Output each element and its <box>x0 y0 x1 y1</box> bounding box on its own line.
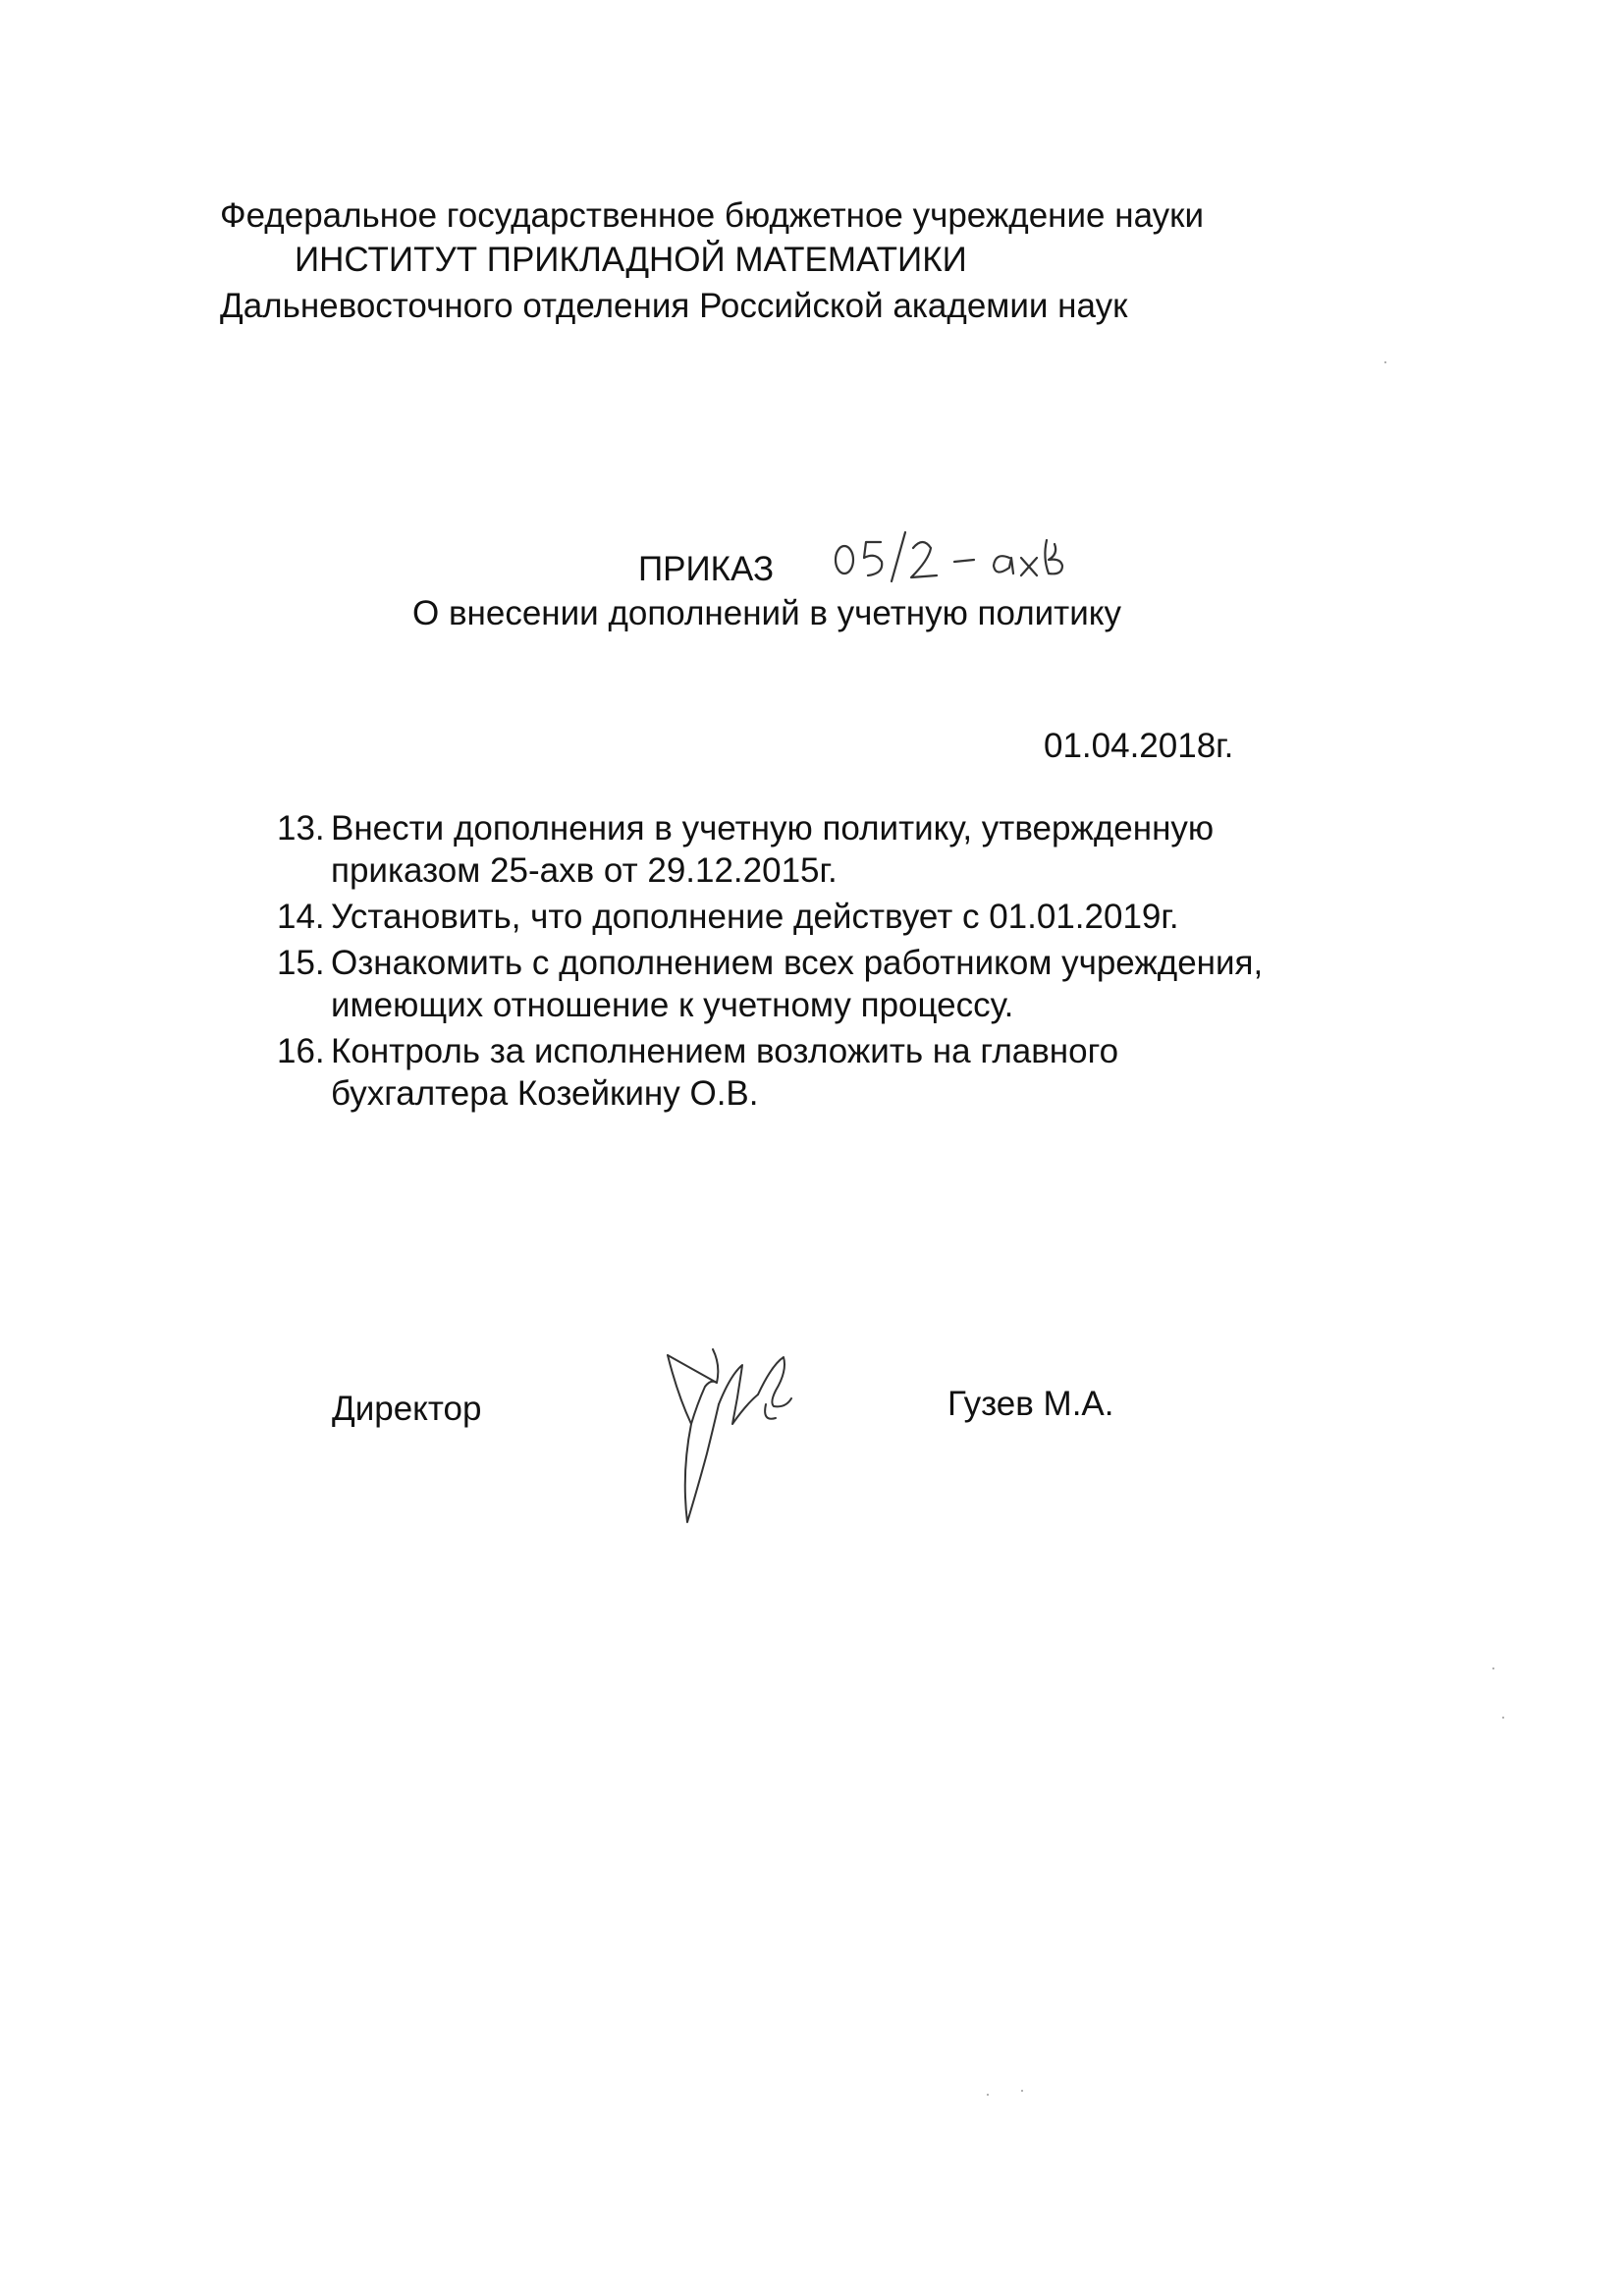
clause-item <box>277 896 1263 938</box>
clause-item <box>277 1030 1263 1115</box>
clause-text-line: Установить, что дополнение действует с 01.01.2019г. <box>331 898 1179 936</box>
org-name-line2: ИНСТИТУТ ПРИКЛАДНОЙ МАТЕМАТИКИ <box>295 241 967 279</box>
clause-item <box>277 807 1263 892</box>
clause-text-line: Ознакомить с дополнением всех работником учреждения, <box>331 944 1264 982</box>
clause-text-line: Контроль за исполнением возложить на главного <box>331 1032 1119 1070</box>
clause-list <box>277 807 1263 1119</box>
order-title: ПРИКАЗ <box>638 550 775 588</box>
scan-speck <box>1021 2090 1023 2092</box>
signatory-name: Гузев М.А. <box>947 1385 1114 1423</box>
clause-text-line: имеющих отношение к учетному процессу. <box>331 986 1014 1024</box>
handwritten-signature <box>648 1336 835 1532</box>
scan-speck <box>987 2094 989 2096</box>
signatory-position: Директор <box>332 1390 482 1428</box>
clause-number: 14. <box>277 898 325 936</box>
clause-number: 16. <box>277 1032 325 1070</box>
org-name-line3: Дальневосточного отделения Российской академии наук <box>220 287 1128 325</box>
scan-speck <box>1384 361 1386 363</box>
clause-text-line: приказом 25-ахв от 29.12.2015г. <box>331 851 838 890</box>
org-name-line1: Федеральное государственное бюджетное учреждение науки <box>220 196 1205 235</box>
handwritten-order-number <box>827 519 1111 587</box>
clause-text-line: бухгалтера Козейкину О.В. <box>331 1074 759 1113</box>
order-subject: О внесении дополнений в учетную политику <box>412 594 1121 632</box>
clause-number: 15. <box>277 944 325 982</box>
clause-item <box>277 942 1263 1026</box>
clause-text-line: Внести дополнения в учетную политику, утвержденную <box>331 809 1215 847</box>
scan-speck <box>1502 1717 1504 1719</box>
order-date: 01.04.2018г. <box>1044 727 1234 765</box>
scan-speck <box>1492 1667 1494 1669</box>
clause-number: 13. <box>277 809 325 847</box>
